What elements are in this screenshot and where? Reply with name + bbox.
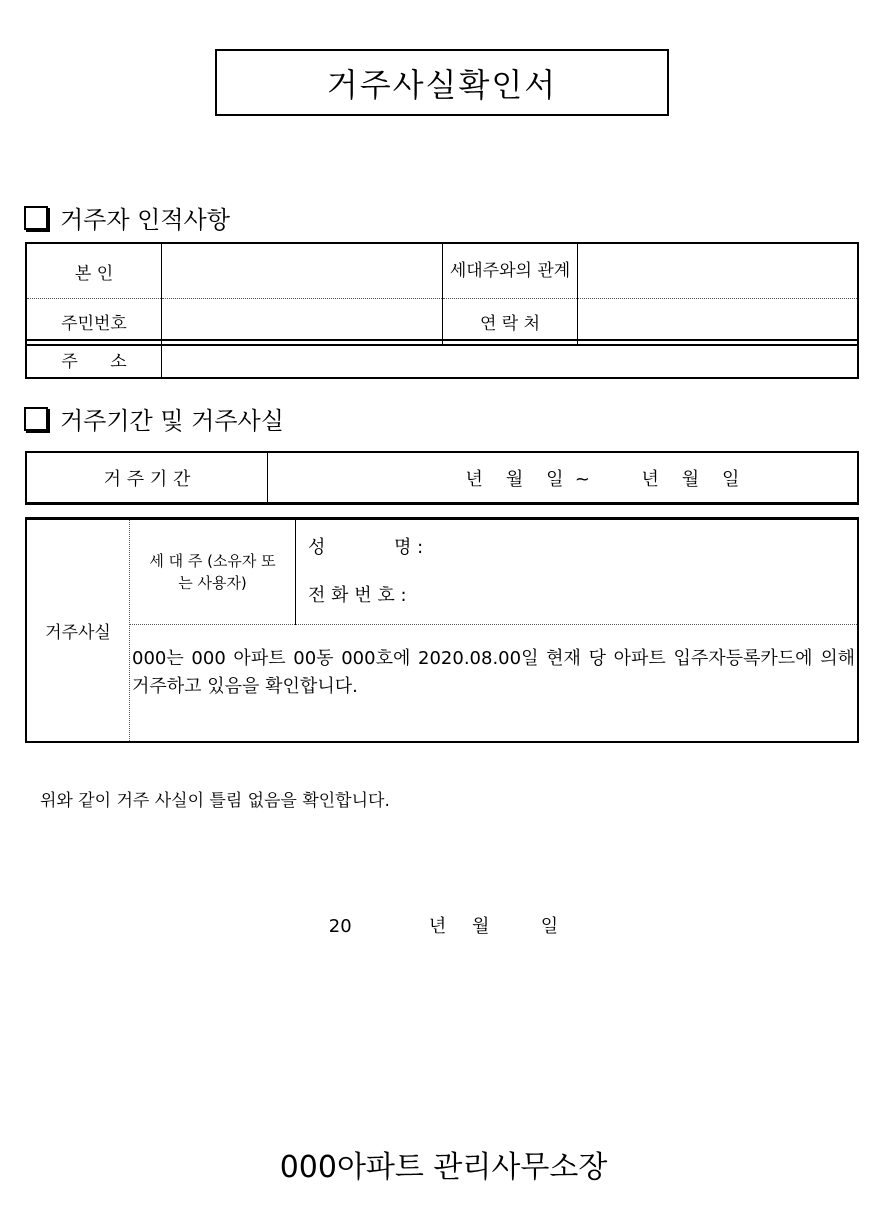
section-heading-text: 거주기간 및 거주사실 [60,407,284,435]
name-line: 성 명 : [308,537,424,558]
statement-text: 000는 000 아파트 00동 000호에 2020.08.00일 현재 당 아파트 입주자등록카드에 의해 거주하고 있음을 확인합니다. [132,648,855,697]
residence-period-table [25,451,859,505]
residence-fact-table [25,517,859,743]
fact-label: 거주사실 [26,519,130,743]
relation-field[interactable] [578,243,859,299]
householder-fields[interactable] [296,519,859,625]
checkbox-icon [24,407,48,431]
period-label: 거 주 기 간 [26,452,268,504]
householder-label: 세 대 주 (소유자 또는 사용자) [130,519,296,625]
document-title: 거주사실확인서 [215,49,669,116]
section-heading-text: 거주자 인적사항 [60,206,230,234]
contact-label: 연 락 처 [443,299,578,346]
relation-label: 세대주와의 관계 [443,243,578,299]
section-residence-heading [24,401,284,436]
personal-info-table [25,242,859,346]
name-field[interactable] [162,243,443,299]
confirm-text: 위와 같이 거주 사실이 틀림 없음을 확인합니다. [40,791,390,811]
checkbox-icon [24,206,48,230]
address-table [25,339,859,379]
name-label: 본 인 [26,243,162,299]
period-field[interactable]: 년 월 일 ~ 년 월 일 [465,468,740,490]
phone-line: 전 화 번 호 : [308,585,407,606]
signature-line: 000아파트 관리사무소장 [279,1150,608,1185]
address-field[interactable] [162,340,859,378]
id-number-label: 주민번호 [26,299,162,346]
date-line: 20 년 월 일 [328,916,559,937]
section-personal-info-heading [24,200,230,235]
address-label: 주 소 [26,340,162,378]
